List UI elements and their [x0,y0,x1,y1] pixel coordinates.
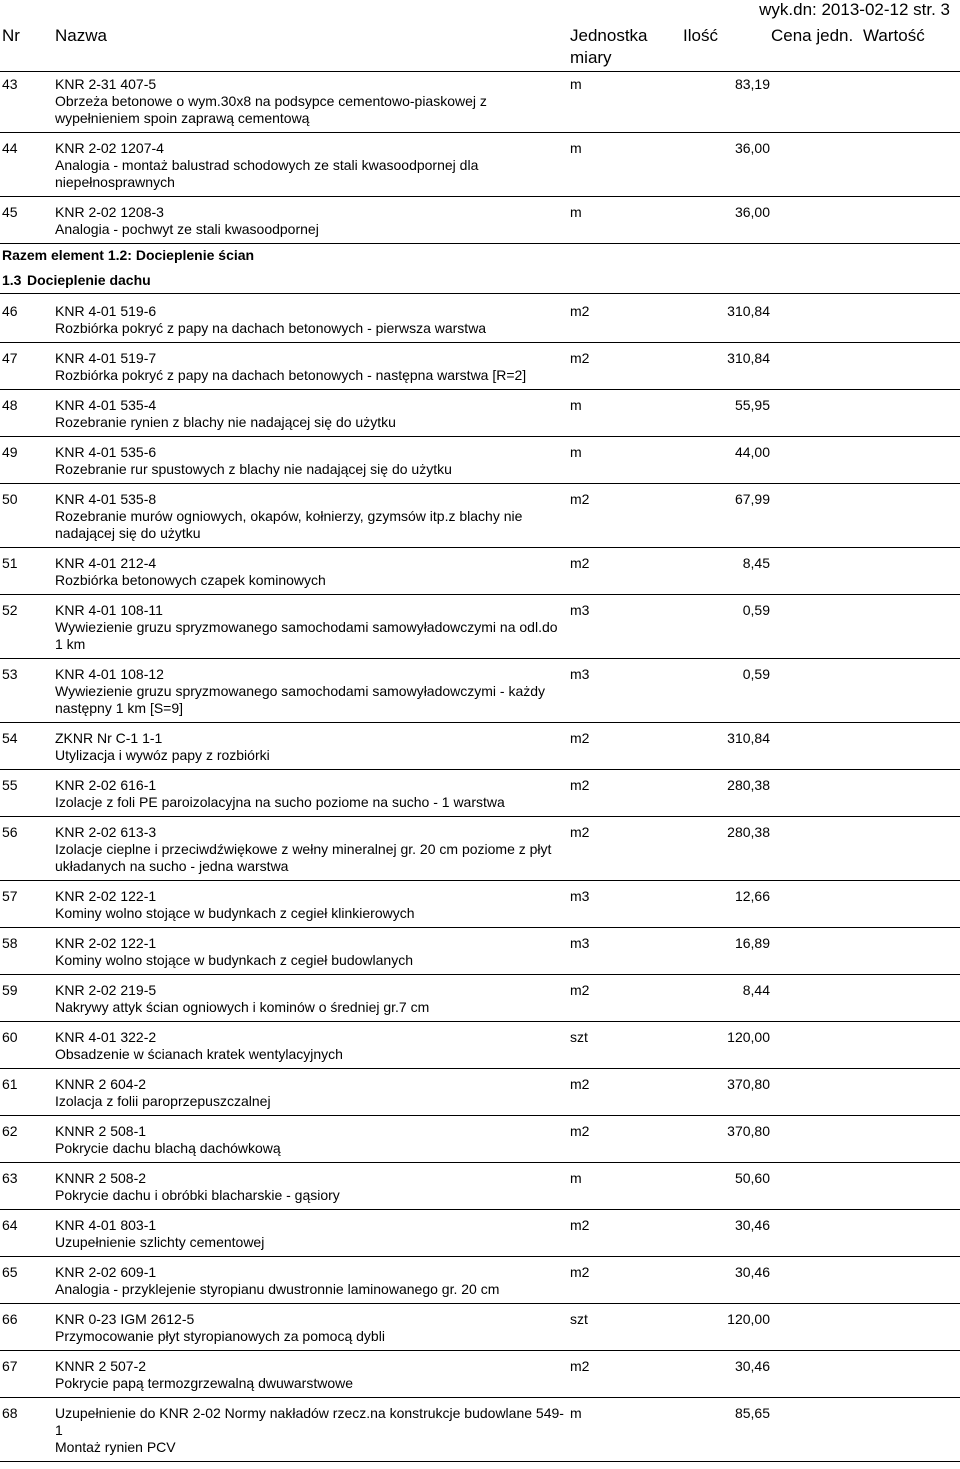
row-quantity: 83,19 [734,76,770,92]
row-nr: 68 [2,1405,18,1421]
row-unit: m2 [570,1217,590,1233]
row-unit: m3 [570,935,590,951]
table-row [0,888,960,922]
table-row [0,140,960,191]
row-unit: m3 [570,666,590,682]
row-text: Przymocowanie płyt styropianowych za pomocą dybli [55,1328,385,1344]
row-code: KNR 4-01 519-7 [55,350,157,366]
row-quantity: 280,38 [727,824,770,840]
row-text: Izolacje z foli PE paroizolacyjna na sucho poziome na sucho - 1 warstwa [55,794,505,810]
row-unit: m2 [570,1123,590,1139]
row-nr: 63 [2,1170,18,1186]
row-description [55,140,565,191]
row-nr: 64 [2,1217,18,1233]
row-text: Nakrywy attyk ścian ogniowych i kominów o średniej gr.7 cm [55,999,430,1015]
row-quantity: 36,00 [734,204,770,220]
table-row [0,303,960,337]
row-code: KNR 4-01 212-4 [55,555,157,571]
header-cena: Cena jedn. [771,26,854,45]
row-text: Izolacja z folii paroprzepuszczalnej [55,1093,271,1109]
row-text: Pokrycie dachu i obróbki blacharskie - gąsiory [55,1187,340,1203]
row-text: Rozbiórka betonowych czapek kominowych [55,572,326,588]
row-text: Izolacje cieplne i przeciwdźwiękowe z wełny mineralnej gr. 20 cm poziome z płyt układanych na sucho - jedna warstwa [55,841,552,874]
table-row [0,777,960,811]
row-quantity: 30,46 [734,1358,770,1374]
row-nr: 62 [2,1123,18,1139]
header-nazwa: Nazwa [55,26,107,45]
row-unit: szt [570,1311,588,1327]
row-nr: 44 [2,140,18,156]
row-text: Obrzeża betonowe o wym.30x8 na podsypce cementowo-piaskowej z wypełnieniem spoin zaprawą cementową [55,93,487,126]
table-row [0,1170,960,1204]
row-description [55,730,565,764]
row-quantity: 120,00 [727,1029,770,1045]
row-code: ZKNR Nr C-1 1-1 [55,730,163,746]
row-quantity: 30,46 [734,1217,770,1233]
row-quantity: 8,44 [742,982,770,998]
row-description [55,303,565,337]
table-row [0,1123,960,1157]
row-quantity: 0,59 [742,602,770,618]
row-unit: m3 [570,888,590,904]
row-unit: m [570,397,582,413]
row-code: KNNR 2 508-2 [55,1170,147,1186]
row-text: Rozebranie rur spustowych z blachy nie nadającej się do użytku [55,461,452,477]
row-description [55,76,565,127]
table-row [0,1217,960,1251]
table-row [0,397,960,431]
row-nr: 55 [2,777,18,793]
row-code: KNNR 2 507-2 [55,1358,147,1374]
row-text: Pokrycie dachu blachą dachówkową [55,1140,281,1156]
table-row [0,76,960,127]
header-ilosc: Ilość [683,26,718,45]
row-nr: 48 [2,397,18,413]
table-row [0,982,960,1016]
table-row [0,1076,960,1110]
table-row [0,824,960,875]
table-row [0,1029,960,1063]
row-code: KNR 2-02 122-1 [55,888,157,904]
row-text: Obsadzenie w ścianach kratek wentylacyjnych [55,1046,343,1062]
row-text: Kominy wolno stojące w budynkach z cegieł klinkierowych [55,905,415,921]
row-code: KNR 2-02 616-1 [55,777,157,793]
row-unit: m2 [570,555,590,571]
row-description [55,1311,565,1345]
row-description [55,397,565,431]
row-description [55,1076,565,1110]
table-row [0,730,960,764]
row-text: Montaż rynien PCV [55,1439,176,1455]
table-row [0,602,960,653]
row-code: KNR 2-02 613-3 [55,824,157,840]
header-nr: Nr [2,26,20,45]
table-row [0,1405,960,1456]
row-description [55,602,565,653]
row-description [55,1358,565,1392]
section-nr: 1.3 [2,272,22,288]
row-quantity: 120,00 [727,1311,770,1327]
row-unit: m2 [570,824,590,840]
row-quantity: 85,65 [734,1405,770,1421]
row-quantity: 280,38 [727,777,770,793]
row-text: Analogia - pochwyt ze stali kwasoodpornej [55,221,319,237]
row-text: Rozbiórka pokryć z papy na dachach betonowych - pierwsza warstwa [55,320,487,336]
row-nr: 67 [2,1358,18,1374]
row-quantity: 44,00 [734,444,770,460]
row-nr: 57 [2,888,18,904]
row-nr: 56 [2,824,18,840]
row-description [55,982,565,1016]
row-unit: m [570,1170,582,1186]
row-code: KNR 4-01 535-8 [55,491,157,507]
row-description [55,1170,565,1204]
row-nr: 59 [2,982,18,998]
row-code: KNR 0-23 IGM 2612-5 [55,1311,195,1327]
row-text: Kominy wolno stojące w budynkach z cegieł budowlanych [55,952,413,968]
row-unit: m2 [570,491,590,507]
row-nr: 54 [2,730,18,746]
row-description [55,1123,565,1157]
row-code: KNR 4-01 322-2 [55,1029,157,1045]
row-text: Pokrycie papą termozgrzewalną dwuwarstwowe [55,1375,354,1391]
row-nr: 53 [2,666,18,682]
table-row [0,491,960,542]
row-nr: 45 [2,204,18,220]
row-nr: 51 [2,555,18,571]
row-unit: m2 [570,982,590,998]
row-description [55,777,565,811]
row-code: KNR 2-02 219-5 [55,982,157,998]
row-unit: szt [570,1029,588,1045]
row-quantity: 67,99 [734,491,770,507]
row-quantity: 8,45 [742,555,770,571]
row-unit: m [570,444,582,460]
section-heading [0,272,960,289]
row-unit: m2 [570,777,590,793]
row-quantity: 30,46 [734,1264,770,1280]
table-row [0,350,960,384]
row-text: Rozbiórka pokryć z papy na dachach betonowych - następna warstwa [R=2] [55,367,527,383]
row-description [55,824,565,875]
row-nr: 65 [2,1264,18,1280]
row-nr: 46 [2,303,18,319]
row-quantity: 12,66 [734,888,770,904]
table-body [0,76,960,1469]
row-unit: m2 [570,1264,590,1280]
row-text: Wywiezienie gruzu spryzmowanego samochodami samowyładowczymi - każdy następny 1 km [S=9] [55,683,546,716]
row-code: KNNR 2 604-2 [55,1076,147,1092]
header-wartosc: Wartość [863,26,925,45]
row-description [55,350,565,384]
header-jednostka: Jednostka [570,26,648,45]
table-row [0,1264,960,1298]
table-row [0,555,960,589]
row-nr: 66 [2,1311,18,1327]
table-row [0,935,960,969]
row-code: KNNR 2 508-1 [55,1123,147,1139]
row-quantity: 50,60 [734,1170,770,1186]
row-text: Wywiezienie gruzu spryzmowanego samochodami samowyładowczymi na odl.do 1 km [55,619,558,652]
row-quantity: 310,84 [727,730,770,746]
row-text: Rozebranie rynien z blachy nie nadającej się do użytku [55,414,396,430]
row-unit: m3 [570,602,590,618]
table-header [0,26,960,72]
table-row [0,1311,960,1345]
row-quantity: 55,95 [734,397,770,413]
row-unit: m [570,76,582,92]
row-unit: m2 [570,350,590,366]
row-nr: 52 [2,602,18,618]
row-unit: m [570,204,582,220]
row-description [55,888,565,922]
row-code: KNR 2-02 1208-3 [55,204,164,220]
row-text: Utylizacja i wywóz papy z rozbiórki [55,747,270,763]
row-unit: m [570,140,582,156]
row-code: KNR 4-01 803-1 [55,1217,157,1233]
row-nr: 47 [2,350,18,366]
row-description [55,555,565,589]
row-unit: m2 [570,1358,590,1374]
row-nr: 58 [2,935,18,951]
row-quantity: 16,89 [734,935,770,951]
row-unit: m2 [570,303,590,319]
row-description [55,1405,565,1456]
row-quantity: 370,80 [727,1123,770,1139]
table-row [0,666,960,717]
row-code: KNR 4-01 519-6 [55,303,157,319]
row-unit: m2 [570,730,590,746]
row-unit: m [570,1405,582,1421]
row-description [55,444,565,478]
row-code: KNR 2-02 609-1 [55,1264,157,1280]
row-code: KNR 4-01 108-11 [55,602,163,618]
row-quantity: 370,80 [727,1076,770,1092]
row-description [55,666,565,717]
table-row [0,204,960,238]
row-quantity: 310,84 [727,303,770,319]
row-nr: 61 [2,1076,18,1092]
row-code: KNR 4-01 535-4 [55,397,157,413]
row-text: Rozebranie murów ogniowych, okapów, kołnierzy, gzymsów itp.z blachy nie nadającej się do użytku [55,508,523,541]
row-code: KNR 2-02 122-1 [55,935,157,951]
row-description [55,204,565,238]
header-miary: miary [570,48,612,67]
row-unit: m2 [570,1076,590,1092]
row-description [55,491,565,542]
row-code: Uzupełnienie do KNR 2-02 Normy nakładów rzecz.na konstrukcje budowlane 549-1 [55,1405,564,1438]
row-text: Analogia - przyklejenie styropianu dwustronnie laminowanego gr. 20 cm [55,1281,500,1297]
page-info: wyk.dn: 2013-02-12 str. 3 [759,0,950,19]
row-code: KNR 4-01 108-12 [55,666,164,682]
row-description [55,1217,565,1251]
row-quantity: 36,00 [734,140,770,156]
row-description [55,935,565,969]
element-summary: Razem element 1.2: Docieplenie ścian [2,247,255,263]
row-description [55,1029,565,1063]
row-nr: 43 [2,76,18,92]
row-code: KNR 2-02 1207-4 [55,140,164,156]
row-quantity: 310,84 [727,350,770,366]
row-nr: 60 [2,1029,18,1045]
row-text: Uzupełnienie szlichty cementowej [55,1234,265,1250]
row-code: KNR 2-31 407-5 [55,76,157,92]
table-row [0,1358,960,1392]
row-nr: 50 [2,491,18,507]
table-row [0,444,960,478]
row-description [55,1264,565,1298]
row-quantity: 0,59 [742,666,770,682]
section-label: Docieplenie dachu [27,272,151,288]
row-code: KNR 4-01 535-6 [55,444,157,460]
row-text: Analogia - montaż balustrad schodowych ze stali kwasoodpornej dla niepełnosprawnych [55,157,479,190]
row-nr: 49 [2,444,18,460]
